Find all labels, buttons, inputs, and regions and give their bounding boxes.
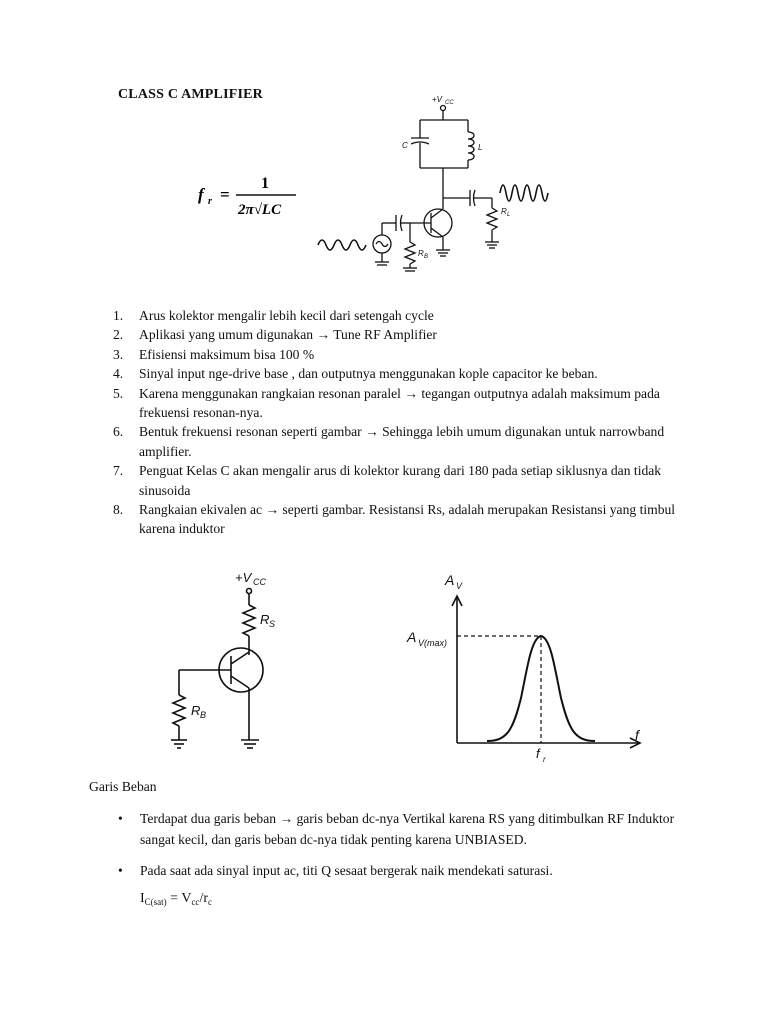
formula-equals: = [220, 185, 230, 204]
formula-numerator: 1 [261, 175, 269, 192]
rb-label: R [418, 249, 424, 258]
av-max-sub-label: V(max) [418, 638, 447, 648]
list-item: 3. Efisiensi maksimum bisa 100 % [113, 346, 315, 362]
vcc-label: +V [235, 570, 252, 585]
fr-sub-label: r [543, 755, 546, 764]
list-item: 7. Penguat Kelas C akan mengalir arus di kolektor kurang dari 180 pada setiap siklusnya dan tidak sinusoida [113, 463, 662, 498]
list-item: 2. Aplikasi yang umum digunakan → Tune RF Amplifier [113, 327, 437, 343]
rb-sub-label: B [200, 710, 207, 720]
list-item: 8. Rangkaian ekivalen ac → seperti gambar. Resistansi Rs, adalah merupakan Resistansi yang timbul karena induktor [113, 502, 676, 537]
formula-denominator: 2π√LC [238, 202, 282, 218]
rb-label: R [191, 703, 201, 718]
list-item: 1. Arus kolektor mengalir lebih kecil dari setengah cycle [113, 308, 434, 323]
section-title: Garis Beban [89, 779, 157, 794]
formula-lhs: f [198, 185, 204, 204]
frequency-response-graph [395, 568, 655, 768]
rs-label: R [260, 612, 270, 627]
list-item: 5. Karena menggunakan rangkaian resonan paralel → tegangan outputnya adalah maksimum pada frekuensi resonan-nya. [113, 385, 660, 421]
list-item: 6. Bentuk frekuensi resonan seperti gambar → Sehingga lebih umum digunakan untuk narrowband amplifier. [113, 424, 665, 459]
rl-sub-label: L [507, 212, 511, 218]
y-axis-sub-label: V [456, 581, 463, 591]
rb-sub-label: B [424, 254, 429, 260]
rs-sub-label: S [269, 619, 276, 629]
inductor-label: L [478, 143, 483, 152]
rl-label: R [501, 207, 507, 216]
x-axis-label: f [635, 727, 639, 743]
resonant-frequency-formula [196, 172, 306, 224]
vcc-sub-label: CC [253, 577, 266, 587]
vcc-sub-label: CC [445, 100, 454, 106]
fr-label: f [536, 746, 540, 761]
bullet-item: • Pada saat ada sinyal input ac, titi Q sesaat bergerak naik mendekati saturasi. [118, 863, 553, 878]
y-axis-label: A [445, 572, 455, 588]
vcc-label: +V [432, 95, 443, 104]
numbered-list [113, 306, 693, 539]
page-title: CLASS C AMPLIFIER [118, 87, 263, 102]
bullet-item: • Terdapat dua garis beban → garis beban dc-nya Vertikal karena RS yang ditimbulkan RF Induktor sangat kecil, dan garis beban dc-nya tidak penting karena UNBIASED. [118, 811, 675, 847]
list-item: 4. Sinyal input nge-drive base , dan outputnya menggunakan kople capacitor ke beban. [113, 366, 598, 382]
formula-lhs-sub: r [208, 196, 212, 207]
av-max-label: A [407, 629, 417, 645]
saturation-current-equation: $I_{C(sat)} = V_{cc}/r_c$ [140, 891, 212, 907]
capacitor-label: C [402, 141, 408, 150]
bullet-list [118, 808, 698, 891]
class-c-amplifier-circuit [310, 90, 550, 275]
ac-equivalent-circuit [165, 560, 305, 760]
